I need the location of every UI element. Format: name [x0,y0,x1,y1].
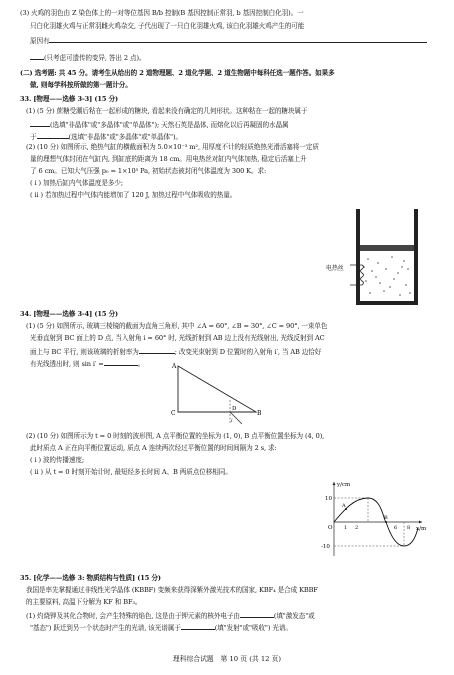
wave-ylabel: y/cm [337,482,351,488]
cylinder-right-wall [414,209,418,305]
q33-title: 33. [物理——选修 3-3] (15 分) [20,95,119,103]
q33-p1-line-2 [30,119,288,130]
q34-p1-line-4-a: 有光线透出时, 则 sin i′ = [30,360,104,368]
vertex-b-label: B [257,410,262,417]
q34-p1-line-4-b: 。 [137,360,145,368]
answer-blank [139,346,175,354]
vertex-a-label: A [172,363,177,370]
q33-p2-part-ii: ( ii ) 若加热过程中气体内能增加了 120 J, 加热过程中气体吸收的热量。 [30,191,237,199]
q34-p1-line-3-b: ; 改变光束射到 D 位置时的入射角 i′, 当 AB 边恰好 [174,348,322,356]
answer-blank [30,52,44,60]
q34-p1-line-3 [30,346,321,357]
wave-y-pos-label: 10 [325,496,332,502]
q35-line-4-b: (填"发射"或"吸收") 光谱。 [214,624,292,632]
section2-line-2: 做, 则每学科按所做的第一题计分。 [30,81,132,89]
y-axis-arrow [333,482,336,485]
q34-p2-part-i: ( i ) 波的传播速度; [30,456,85,464]
q35-line-1: 我国是率先掌握通过非线性光学晶体 (KBBF) 变频来获得深紫外激光技术的国家, KBF₄ 是合成 KBBF [26,586,318,594]
wave-point-a-label: A [342,503,346,509]
q35-title: 35. [化学——选修 3: 物质结构与性质] (15 分) [20,574,161,582]
wave-figure [318,478,430,560]
answer-blank [37,131,69,139]
wave-x6-label: 6 [394,525,398,531]
answer-blank [30,119,50,127]
point-d-label: D [232,406,237,412]
point-b-marker [385,521,387,523]
q34-p2-line-2: 此时质点 A 正在向平衡位置运动, 质点 A 连续两次经过平衡位置的时间间隔为 2 s, 求: [30,444,277,452]
heater-label: 电热丝 [326,265,344,272]
q35-line-4-a: "基态") 跃迁到另一个状态时产生的光谱, 该光谱属于 [30,624,181,632]
section2-line-1: (二) 选考题: 共 45 分。请考生从给出的 2 道物理题、2 道化学题、2 道生物题中每科任选一题作答。如果多 [20,69,335,77]
cylinder-bottom [356,301,418,305]
page-footer: 理科综合试题 第 10 页 (共 12 页) [172,655,282,663]
q33-p1-line-3 [30,131,182,142]
prism-triangle [178,366,256,412]
q33-p1-line-2-text: (选填"非晶体"或"多晶体"或"单晶体"); 天然石英是晶体, 而熔化以后再凝固的水晶属 [50,121,289,129]
q3-line-4 [30,52,145,63]
piston [360,245,414,251]
q3-line-2: 只白化羽雄火鸡与正常羽雌火鸡杂交, 子代出现了一只白化羽雄火鸡, 该白化羽雄火鸡产生的可能 [30,22,305,30]
wave-x8-label: 8 [407,525,411,531]
cylinder-figure [348,205,432,309]
q35-line-4 [30,622,292,633]
wave-y-neg-label: -10 [321,544,330,550]
q34-p1-line-4 [30,358,144,369]
q33-p2-line-2: 量的理想气体封闭在气缸内, 到缸底的距离为 18 cm。用电热丝对缸内气体加热, 稳定后活塞上升 [30,155,307,163]
q3-line-3 [30,35,427,46]
q35-line-3-a: (1) 灼烧钾及其化合物时, 会产生特殊的焰色, 这是由于钾元素的核外电子由 [26,612,240,620]
q3-line-1: (3) 火鸡的羽色由 Z 染色体上的一对等位基因 B/b 控制(B 基因控制正常羽, b 基因控制白化羽)。一 [20,9,304,17]
q33-p2-part-i: ( i ) 加热后缸内气体温度是多少; [30,179,123,187]
q34-p1-line-1: (1) (5 分) 如图所示, 玻璃三棱镜的截面为直角三角形, 其中 ∠A = 60°, ∠B = 30°, ∠C = 90°, 一束单色 [26,322,328,330]
wave-x2-label: 2 [355,525,359,531]
answer-blank [104,358,138,366]
q34-p1-line-3-a: 面上与 BC 平行, 则该玻璃的折射率为 [30,348,139,356]
cylinder-left-wall [356,209,360,305]
q35-line-3-b: (填"激发态"或 [273,612,315,620]
gas-particles [363,256,411,296]
q35-line-3 [26,610,315,621]
q34-p2-line-1: (2) (10 分) 如图所示为 t = 0 时刻的波形图, A 点平衡位置的坐标为 (1, 0), B 点平衡位置坐标为 (4, 0), [26,432,325,440]
q34-p1-line-2: 光垂直射到 BC 面上的 D 点, 当入射角 i = 60° 时, 光线折射到 AB 边上没有光线射出, 光线反射到 AC [30,334,325,342]
q33-p1-line-3-a: 于 [30,133,37,141]
q33-p2-line-1: (2) (10 分) 如图所示, 绝热气缸的横截面积为 5.0×10⁻³ m², 用厚度不计的轻质绝热光滑活塞将一定质 [26,143,319,151]
vertex-c-label: C [171,410,176,417]
x-axis-arrow [419,521,422,524]
wave-xlabel: x/m [416,526,427,532]
answer-blank [181,622,215,630]
q33-p1-line-1: (1) (5 分) 蔗糖受潮后粘在一起形成的糖块, 看起来没有确定的几何形状。这种粘在一起的糖块属于 [26,107,308,115]
wave-x1-label: 1 [344,525,348,531]
q34-p2-part-ii: ( ii ) 从 t = 0 时刻开始计时, 最短经多长时间 A、B 两质点位移相同。 [30,468,232,476]
q3-line-3-text: 原因有 [30,37,50,45]
q34-title: 34. [物理——选修 3-4] (15 分) [20,310,119,318]
q3-line-4-text: (只考虑可遗传的变异, 答出 2 点)。 [44,54,146,62]
q33-p2-line-3: 了 6 cm。已知大气压强 p₀ = 1×10⁵ Pa, 初始状态被封闭气体温度为 300 K。求: [30,167,267,175]
answer-blank [49,35,427,43]
wave-origin-label: O [328,525,333,531]
q35-line-2: 的主要原料, 高温下分解为 KF 和 BF₃。 [26,598,142,606]
wave-point-b-label: B [384,515,388,521]
q33-p1-line-3-b: (选填"非晶体"或"多晶体"或"单晶体")。 [68,133,182,141]
prism-figure [168,360,264,426]
answer-blank [240,610,274,618]
incidence-angle-label: i [231,418,233,424]
